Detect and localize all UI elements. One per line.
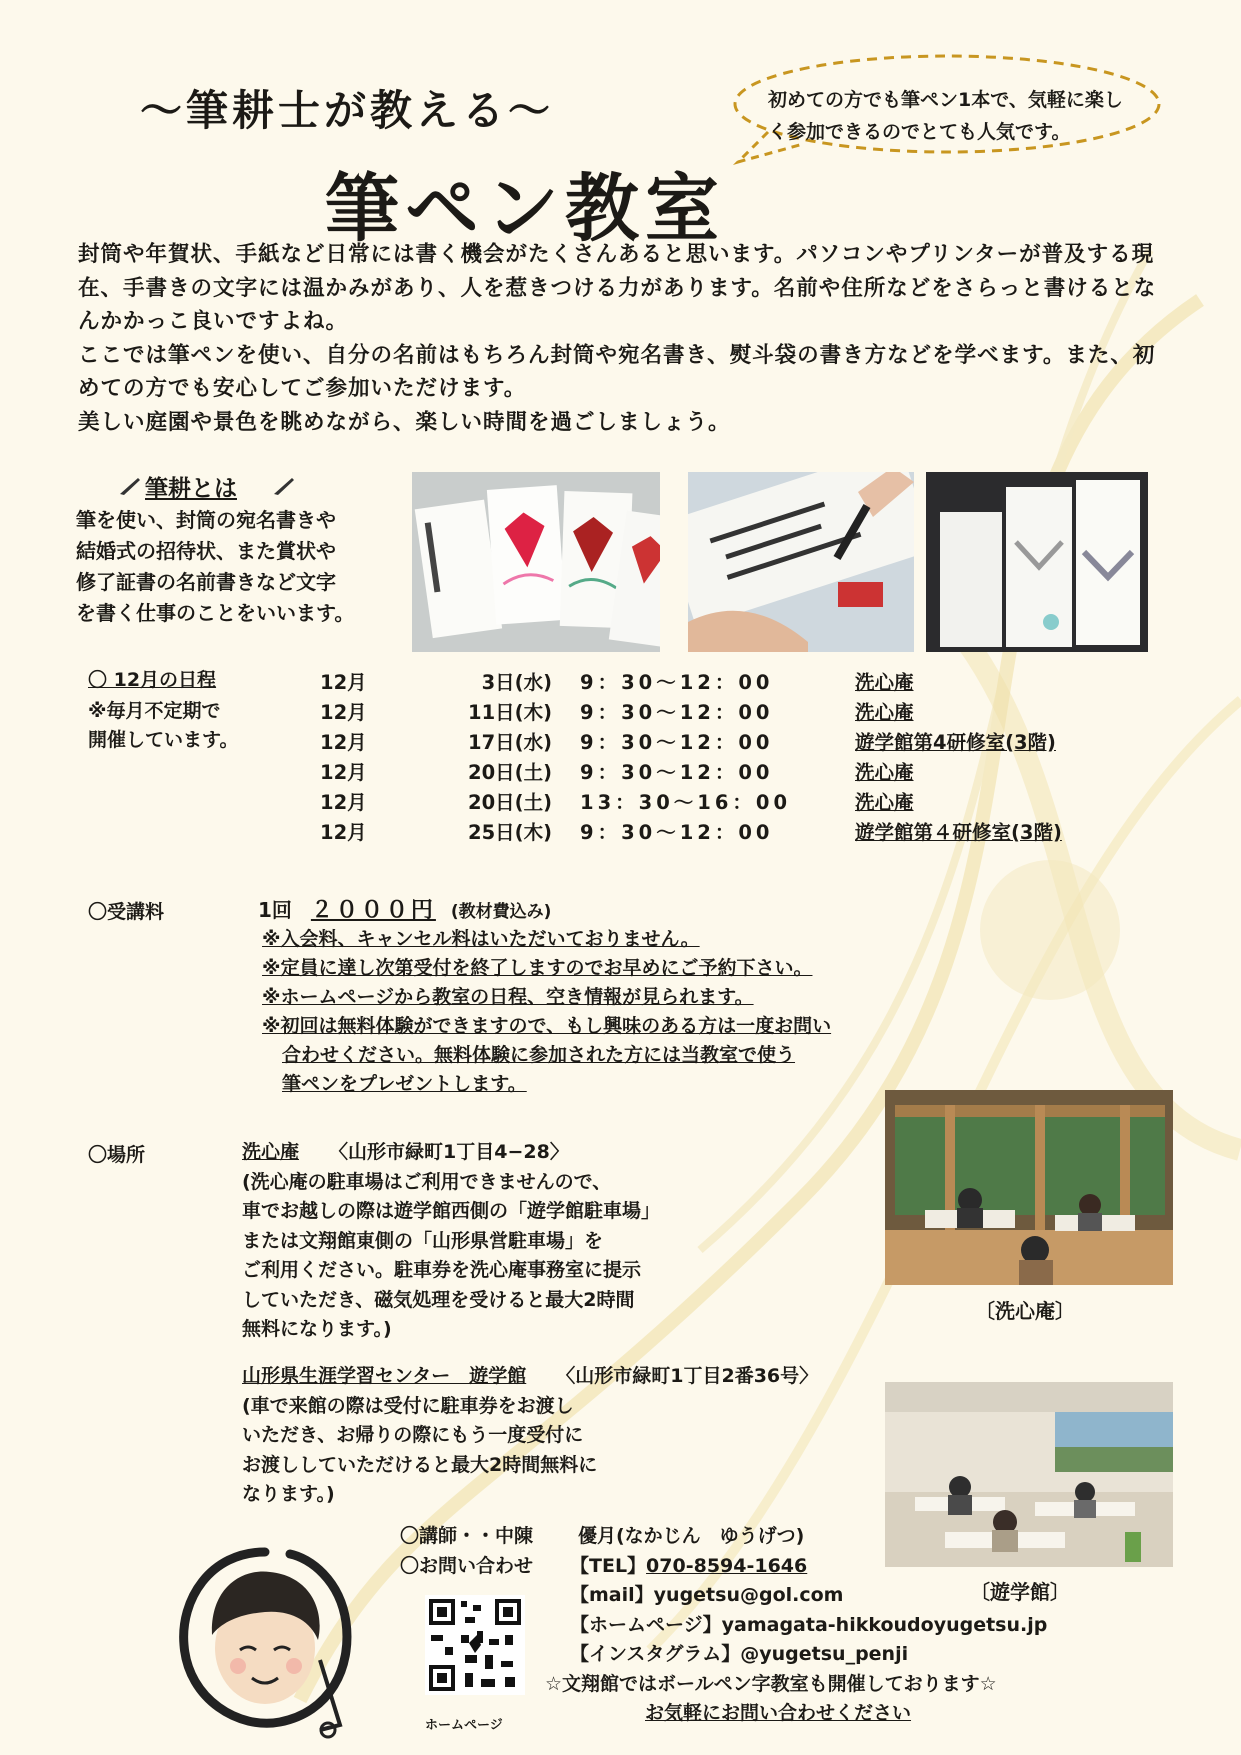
schedule-time: 9：30〜12：00 bbox=[580, 731, 774, 754]
schedule-day: 25日(木) bbox=[468, 821, 552, 844]
fee-note: ※定員に達し次第受付を終了しますのでお早めにご予約下さい。 bbox=[262, 957, 813, 979]
schedule-day: 3日(水) bbox=[481, 671, 552, 694]
schedule-month: 12月 bbox=[320, 821, 367, 844]
schedule-day: 20日(土) bbox=[468, 761, 552, 784]
schedule-month: 12月 bbox=[320, 761, 367, 784]
location-line: ご利用ください。駐車券を洗心庵事務室に提示 bbox=[242, 1259, 642, 1281]
schedule-row bbox=[320, 697, 1140, 726]
fee-note: 合わせください。無料体験に参加された方には当教室で使う bbox=[282, 1044, 796, 1066]
schedule-day: 11日(木) bbox=[468, 701, 552, 724]
hikko-heading: 筆耕とは bbox=[145, 476, 237, 502]
schedule-time: 9：30〜12：00 bbox=[580, 761, 774, 784]
schedule-row bbox=[320, 787, 1140, 816]
location-address: 〈山形市緑町1丁目4−28〉 bbox=[329, 1141, 569, 1163]
location-senshinan bbox=[242, 1138, 882, 1345]
location-line: いただき、お帰りの際にもう一度受付に bbox=[242, 1424, 584, 1446]
location-line: 車でお越しの際は遊学館西側の「遊学館駐車場」 bbox=[242, 1200, 661, 1222]
instagram-label: 【インスタグラム】 bbox=[570, 1643, 741, 1665]
location-line: (洗心庵の駐車場はご利用できませんので、 bbox=[242, 1170, 612, 1193]
bubble-text: 初めての方でも筆ペン1本で、気軽に楽しく参加できるのでとても人気です。 bbox=[768, 89, 1123, 143]
tel-link[interactable]: 070-8594-1646 bbox=[646, 1554, 808, 1577]
fee-note: ※入会料、キャンセル料はいただいておりません。 bbox=[262, 928, 700, 950]
location-address: 〈山形市緑町1丁目2番36号〉 bbox=[556, 1365, 819, 1387]
location-name: 山形県生涯学習センター 遊学館 bbox=[242, 1365, 527, 1387]
instructor-label: 〇講師・・中陳 bbox=[400, 1525, 534, 1547]
schedule-note: ※毎月不定期で 開催しています。 bbox=[88, 700, 239, 751]
schedule-month: 12月 bbox=[320, 791, 367, 814]
fee-sub: (教材費込み) bbox=[450, 902, 552, 922]
location-line: 無料になります。) bbox=[242, 1318, 392, 1340]
location-yugakukan bbox=[242, 1362, 962, 1510]
fee-note: ※初回は無料体験ができますので、もし興味のある方は一度お問い bbox=[262, 1015, 832, 1037]
fee-note: ※ホームページから教室の日程、空き情報が見られます。 bbox=[262, 986, 754, 1008]
writing-photo bbox=[688, 472, 914, 652]
schedule-month: 12月 bbox=[320, 731, 367, 754]
instructor-avatar bbox=[170, 1540, 360, 1740]
fee-label: 〇受講料 bbox=[88, 901, 165, 923]
inquiry-label: 〇お問い合わせ bbox=[400, 1554, 534, 1577]
fee-price: ２０００円 bbox=[310, 898, 436, 923]
schedule-day: 20日(土) bbox=[468, 791, 552, 814]
mail-link[interactable]: yugetsu@gol.com bbox=[653, 1584, 844, 1606]
schedule-row bbox=[320, 727, 1140, 756]
homepage-label: 【ホームページ】 bbox=[570, 1613, 722, 1636]
location-line: (車で来館の際は受付に駐車券をお渡し bbox=[242, 1394, 574, 1417]
schedule-time: 9：30〜12：00 bbox=[580, 671, 774, 694]
intro-paragraph: 封筒や年賀状、手紙など日常には書く機会がたくさんあると思います。パソコンやプリンターが普及する現在、手書きの文字には温かみがあり、人を惹きつける力があります。名前や住所などをさらっと書けるとなんかかっこ良いですよね。 ここでは筆ペンを使い、自分の名前はもちろん封筒や宛名書き、熨斗袋の書き方などを学べます。また、初めての方でも安心してご参加いただけます。 美しい庭園や景色を眺めながら、楽しい時間を過ごしましょう。 bbox=[78, 242, 1157, 435]
brush-icon bbox=[272, 476, 296, 496]
brush-icon bbox=[118, 476, 142, 496]
schedule-row bbox=[320, 757, 1140, 786]
senshinan-photo bbox=[885, 1090, 1173, 1285]
schedule-place: 洗心庵 bbox=[855, 701, 914, 724]
subtitle: 〜筆耕士が教える〜 bbox=[140, 86, 555, 135]
schedule-day: 17日(水) bbox=[468, 731, 552, 754]
location-line: なります。) bbox=[242, 1483, 335, 1505]
instructor-name: 優月(なかじん ゆうげつ) bbox=[578, 1525, 805, 1547]
fee-notes bbox=[262, 925, 982, 1099]
schedule-time: 13：30〜16：00 bbox=[580, 791, 792, 814]
envelope-photo bbox=[412, 472, 660, 652]
yugakukan-caption: 〔遊学館〕 bbox=[970, 1580, 1070, 1604]
location-name: 洗心庵 bbox=[242, 1141, 300, 1163]
page-title: 筆ペン教室 bbox=[325, 166, 725, 252]
qr-label: ホームページ bbox=[425, 1718, 503, 1733]
ballpen-note: ☆文翔館ではボールペン字教室も開催しております☆ bbox=[545, 1672, 997, 1695]
schedule-row bbox=[320, 817, 1140, 846]
tel-label: 【TEL】 bbox=[570, 1554, 647, 1577]
qr-code[interactable] bbox=[425, 1595, 525, 1695]
instagram-link[interactable]: @yugetsu_penji bbox=[740, 1643, 909, 1665]
senshinan-caption: 〔洗心庵〕 bbox=[975, 1299, 1075, 1323]
fee-note: 筆ペンをプレゼントします。 bbox=[282, 1073, 527, 1095]
schedule-label: 〇 12月の日程 bbox=[88, 669, 217, 691]
noshi-photo bbox=[926, 472, 1148, 652]
schedule-row bbox=[320, 667, 1140, 696]
fee-main bbox=[258, 893, 551, 924]
schedule-month: 12月 bbox=[320, 671, 367, 694]
closing-message: お気軽にお問い合わせください bbox=[645, 1702, 912, 1724]
location-line: または文翔館東側の「山形県営駐車場」を bbox=[242, 1229, 604, 1252]
location-line: お渡ししていただけると最大2時間無料に bbox=[242, 1453, 598, 1476]
homepage-link[interactable]: yamagata-hikkoudoyugetsu.jp bbox=[721, 1613, 1048, 1636]
schedule-place: 遊学館第４研修室(3階) bbox=[855, 821, 1062, 844]
schedule-place: 洗心庵 bbox=[855, 671, 914, 694]
fee-count: 1回 bbox=[258, 898, 292, 922]
schedule-time: 9：30〜12：00 bbox=[580, 821, 774, 844]
schedule-time: 9：30〜12：00 bbox=[580, 701, 774, 724]
schedule-place: 洗心庵 bbox=[855, 761, 914, 784]
schedule-place: 遊学館第4研修室(3階) bbox=[855, 731, 1056, 754]
hikko-description: 筆を使い、封筒の宛名書きや 結婚式の招待状、また賞状や 修了証書の名前書きなど文字 を書く仕事のことをいいます。 bbox=[76, 508, 355, 625]
mail-label: 【mail】 bbox=[570, 1584, 654, 1606]
location-line: していただき、磁気処理を受けると最大2時間 bbox=[242, 1288, 635, 1311]
location-label: 〇場所 bbox=[88, 1144, 146, 1166]
schedule-place: 洗心庵 bbox=[855, 791, 914, 814]
schedule-month: 12月 bbox=[320, 701, 367, 724]
